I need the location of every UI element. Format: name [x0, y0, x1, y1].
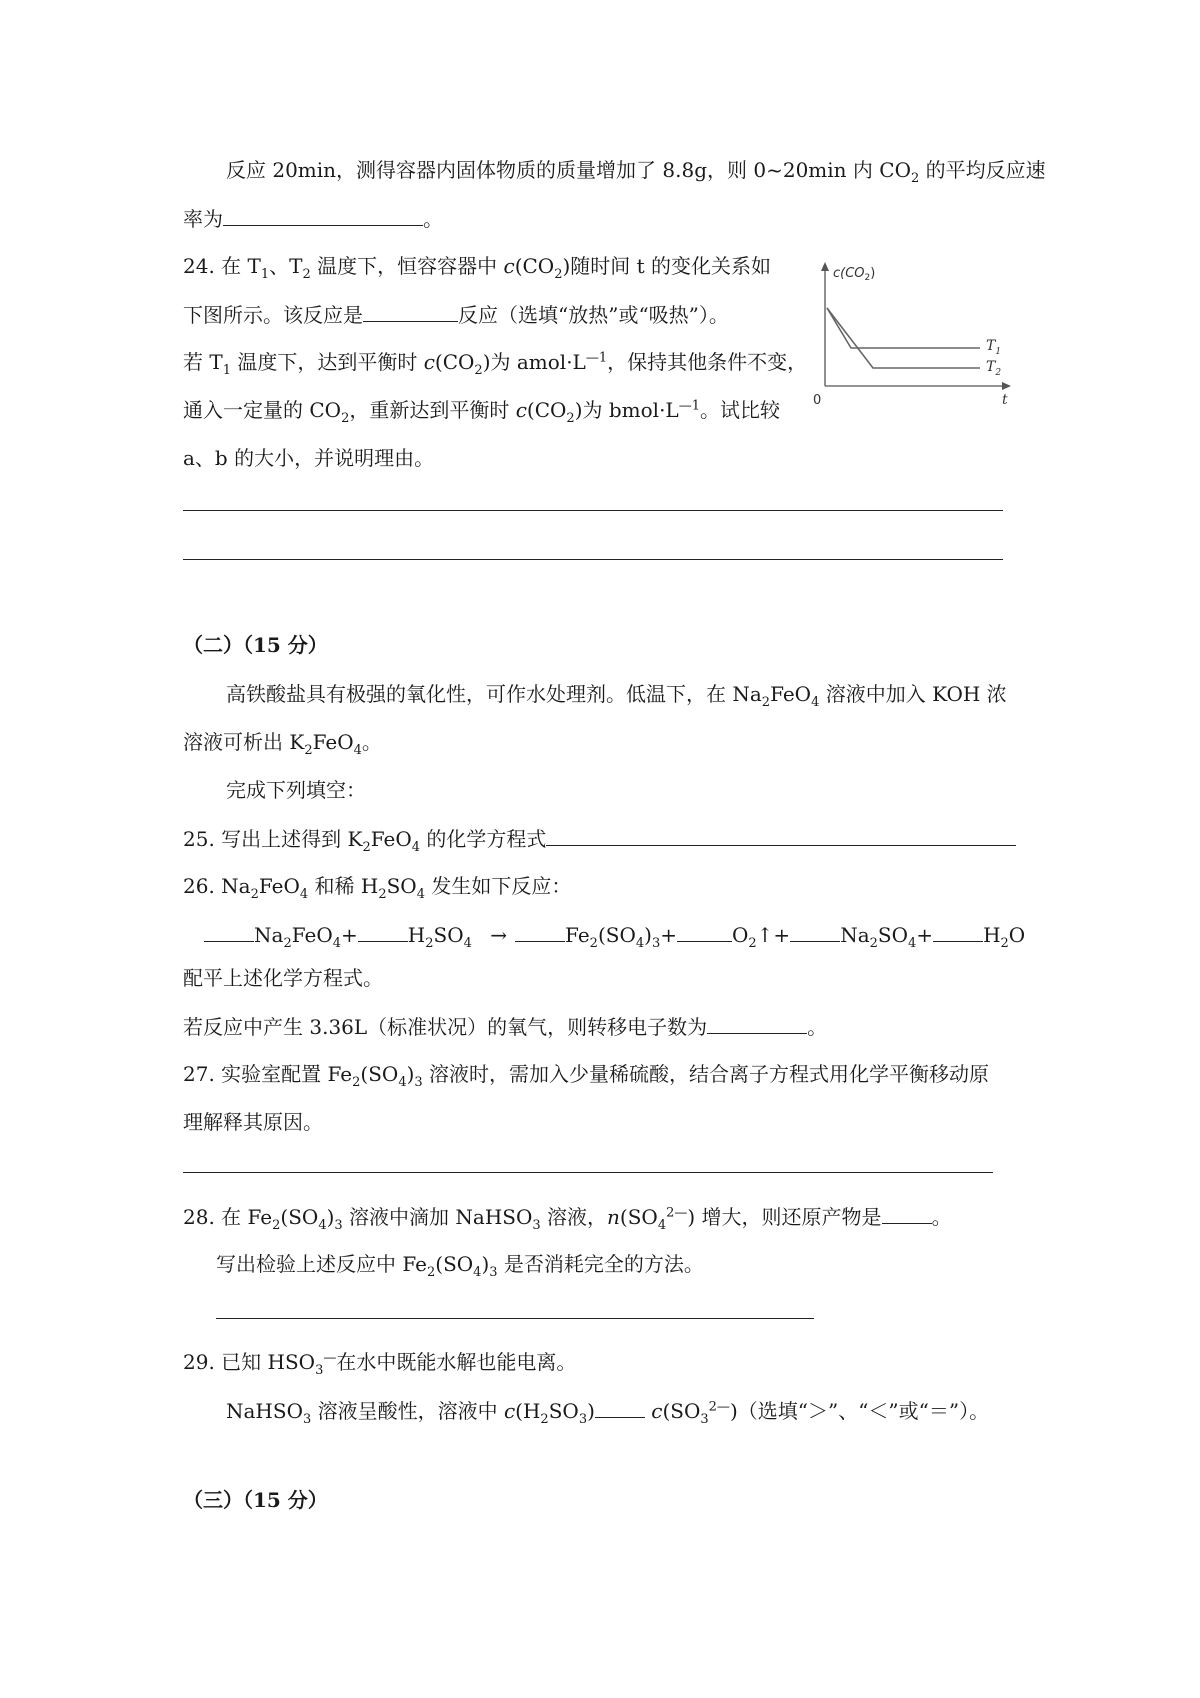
section2-heading: （二）（15 分）	[183, 633, 328, 657]
y-axis-label: $c(CO_2)$	[833, 266, 876, 283]
x-axis-arrow	[1002, 382, 1011, 390]
answer-rule[interactable]	[216, 1318, 814, 1319]
coefficient-blank[interactable]	[677, 921, 732, 942]
q24-line2: 下图所示。该反应是 反应（选填“放热”或“吸热”）。	[183, 303, 729, 327]
answer-blank[interactable]	[223, 205, 423, 226]
section2-intro-line1: 高铁酸盐具有极强的氧化性，可作水处理剂。低温下，在 $Na_2FeO_4$ 溶液中加入 KOH 浓	[226, 682, 1007, 710]
q29-line2: NaHSO$_3$ 溶液呈酸性，溶液中 $c(H_2SO_3)$ $c(SO_3^{2—})$（选填“＞”、“＜”或“＝”）。	[226, 1399, 990, 1427]
coefficient-blank[interactable]	[515, 921, 565, 942]
q25-line: 25. 写出上述得到 $K_2FeO_4$ 的化学方程式	[183, 825, 1016, 852]
q24-line3: 若 $T_1$ 温度下，达到平衡时 $c(CO_2)$为 $amol\cdot L^{—1}$，保持其他条件不变，	[183, 350, 808, 378]
section2-instruction: 完成下列填空：	[226, 778, 366, 802]
answer-rule[interactable]	[183, 559, 1003, 560]
answer-rule[interactable]	[183, 510, 1003, 511]
q23-line1: 反应 20min，测得容器内固体物质的质量增加了 8.8g，则 0~20min 内 $CO_2$ 的平均反应速	[226, 158, 1046, 186]
section3-heading: （三）（15 分）	[183, 1488, 328, 1512]
x-axis-label: t	[1002, 392, 1008, 408]
q24-line5: a、b 的大小，并说明理由。	[183, 446, 435, 470]
q26-line3: 配平上述化学方程式。	[183, 966, 383, 990]
q26-line4: 若反应中产生 3.36L（标准状况）的氧气，则转移电子数为 。	[183, 1015, 828, 1039]
q23-line2: 率为 。	[183, 207, 443, 231]
answer-rule[interactable]	[183, 1172, 993, 1173]
answer-blank[interactable]	[595, 1397, 645, 1418]
origin-label: 0	[813, 393, 822, 408]
q24-line4: 通入一定量的 $CO_2$，重新达到平衡时 $c(CO_2)$为 $bmol\cdot L^{—1}$。试比较	[183, 398, 780, 426]
answer-blank[interactable]	[882, 1203, 932, 1224]
series-t1-label: $T_1$	[986, 338, 1002, 357]
q28-line2: 写出检验上述反应中 $Fe_2(SO_4)_3$ 是否消耗完全的方法。	[216, 1252, 704, 1280]
answer-blank[interactable]	[363, 301, 458, 322]
q26-equation: $Na_2FeO_4+ H_2SO_4 \to Fe_2(SO_4)_3+$ $O_2↑+ Na_2SO_4+ H_2O$	[204, 921, 1025, 948]
q28-line1: 28. 在 $Fe_2(SO_4)_3$ 溶液中滴加 NaHSO$_3$ 溶液，$n(SO_4^{2—})$ 增大，则还原产物是 。	[183, 1205, 952, 1233]
series-t2-line	[827, 308, 980, 368]
q29-line1: 29. 已知 $HSO_3^—$在水中既能水解也能电离。	[183, 1350, 577, 1378]
section2-intro-line2: 溶液可析出 $K_2FeO_4$。	[183, 730, 382, 758]
q26-line1: 26. $Na_2FeO_4$ 和稀 $H_2SO_4$ 发生如下反应：	[183, 874, 572, 902]
series-t2-label: $T_2$	[986, 359, 1002, 378]
series-t1-line	[827, 308, 980, 348]
co2-concentration-graph	[805, 258, 1015, 410]
q24-line1: 24. 在 $T_1$、$T_2$ 温度下，恒容容器中 $c(CO_2)$随时间 t 的变化关系如	[183, 254, 772, 282]
answer-blank[interactable]	[546, 825, 1016, 846]
coefficient-blank[interactable]	[933, 921, 983, 942]
q27-line2: 理解释其原因。	[183, 1110, 323, 1134]
y-axis-arrow	[821, 262, 829, 271]
coefficient-blank[interactable]	[790, 921, 840, 942]
answer-blank[interactable]	[707, 1013, 807, 1034]
q27-line1: 27. 实验室配置 $Fe_2(SO_4)_3$ 溶液时，需加入少量稀硫酸，结合离子方程式用化学平衡移动原	[183, 1062, 990, 1090]
coefficient-blank[interactable]	[204, 921, 254, 942]
coefficient-blank[interactable]	[358, 921, 408, 942]
